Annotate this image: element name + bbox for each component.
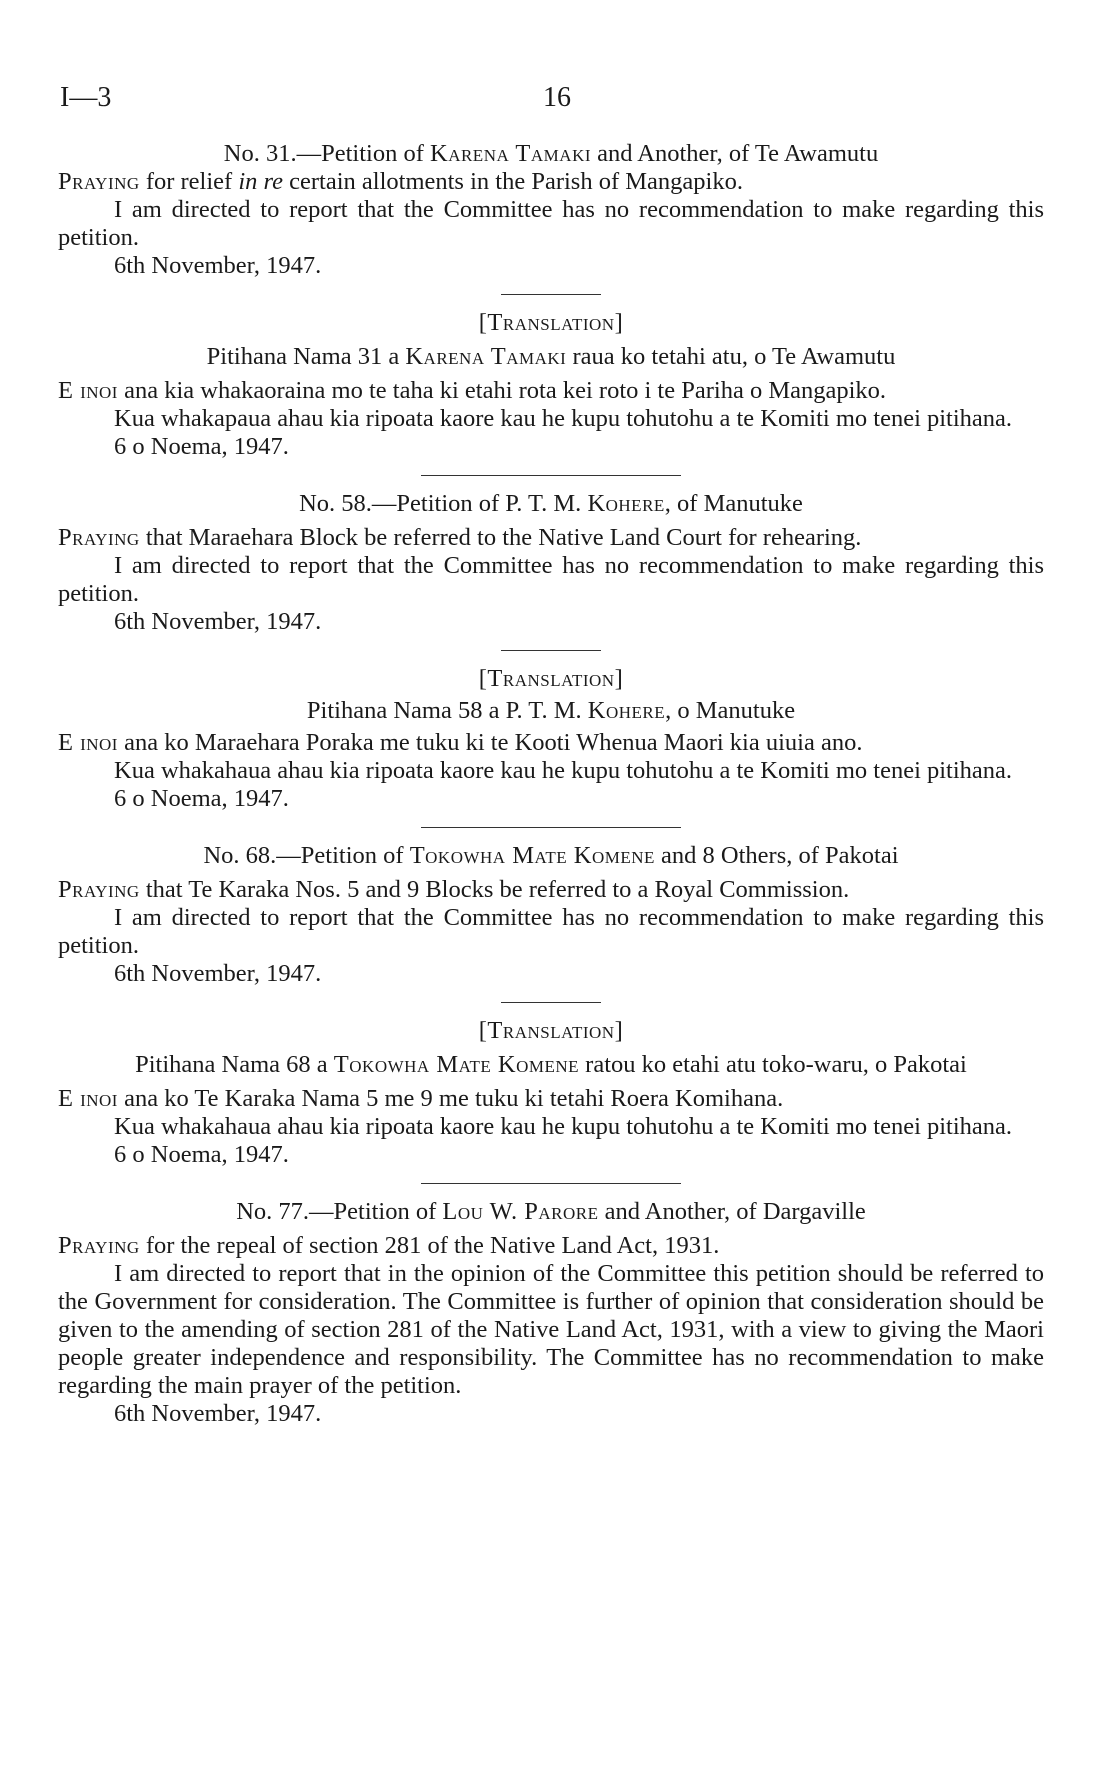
petition-title: No. 58.—Petition of P. T. M. Kohere, of Manutuke bbox=[299, 490, 803, 517]
divider bbox=[501, 294, 601, 295]
petition-section-77 bbox=[58, 1198, 1044, 1428]
petition-prayer: E inoi ana kia whakaoraina mo te taha ki etahi rota kei roto i te Pariha o Mangapiko. bbox=[58, 377, 887, 404]
divider bbox=[501, 1002, 601, 1003]
divider bbox=[421, 827, 681, 828]
petition-title: No. 77.—Petition of Lou W. Parore and Another, of Dargaville bbox=[236, 1198, 866, 1225]
report-date: 6 o Noema, 1947. bbox=[114, 1141, 289, 1168]
committee-report: Kua whakahaua ahau kia ripoata kaore kau he kupu tohutohu a te Komiti mo tenei pitihana. bbox=[114, 1113, 1013, 1140]
report-date: 6 o Noema, 1947. bbox=[114, 785, 289, 812]
committee-report: I am directed to report that the Committee has no recommendation to make regarding this petition. bbox=[58, 904, 1044, 959]
petition-section-68 bbox=[58, 842, 1044, 988]
translation-section-31 bbox=[58, 309, 1044, 461]
petition-prayer: Praying that Te Karaka Nos. 5 and 9 Blocks be referred to a Royal Commission. bbox=[58, 876, 850, 903]
committee-report: I am directed to report that the Committee has no recommendation to make regarding this petition. bbox=[58, 552, 1044, 607]
petition-prayer: Praying that Maraehara Block be referred to the Native Land Court for rehearing. bbox=[58, 524, 862, 551]
document-body bbox=[58, 140, 1044, 1428]
committee-report: Kua whakapaua ahau kia ripoata kaore kau he kupu tohutohu a te Komiti mo tenei pitihana. bbox=[114, 405, 1013, 432]
document-reference: I—3 bbox=[60, 82, 112, 113]
petition-prayer: E inoi ana ko Maraehara Poraka me tuku ki te Kooti Whenua Maori kia uiuia ano. bbox=[58, 729, 863, 756]
committee-report: I am directed to report that the Committee has no recommendation to make regarding this petition. bbox=[58, 196, 1044, 251]
divider bbox=[421, 1183, 681, 1184]
report-date: 6th November, 1947. bbox=[114, 1400, 322, 1427]
report-date: 6th November, 1947. bbox=[114, 960, 322, 987]
translation-label: [Translation] bbox=[478, 309, 624, 336]
divider bbox=[421, 475, 681, 476]
report-date: 6th November, 1947. bbox=[114, 608, 322, 635]
petition-prayer: Praying for the repeal of section 281 of the Native Land Act, 1931. bbox=[58, 1232, 720, 1259]
translation-section-68 bbox=[58, 1017, 1044, 1169]
translation-section-58 bbox=[58, 665, 1044, 813]
petition-section-31 bbox=[58, 140, 1044, 280]
petition-prayer: Praying for relief in re certain allotments in the Parish of Mangapiko. bbox=[58, 168, 743, 195]
page-number: 16 bbox=[543, 82, 571, 113]
petition-prayer: E inoi ana ko Te Karaka Nama 5 me 9 me tuku ki tetahi Roera Komihana. bbox=[58, 1085, 784, 1112]
page-header bbox=[0, 82, 1114, 122]
translation-label: [Translation] bbox=[478, 1017, 624, 1044]
committee-report: I am directed to report that in the opinion of the Committee this petition should be referred to the Government for consideration. The Committee is further of opinion that consideration should be given to the amending of section 281 of the Native Land Act, 1931, with a view to giving the Maori people greater independence and responsibility. The Committee has no recommendation to make regarding the main prayer of the petition. bbox=[58, 1260, 1044, 1399]
report-date: 6 o Noema, 1947. bbox=[114, 433, 289, 460]
divider bbox=[501, 650, 601, 651]
translation-label: [Translation] bbox=[478, 665, 624, 692]
committee-report: Kua whakahaua ahau kia ripoata kaore kau he kupu tohutohu a te Komiti mo tenei pitihana. bbox=[114, 757, 1013, 784]
petition-title: No. 68.—Petition of Tokowha Mate Komene and 8 Others, of Pakotai bbox=[203, 842, 899, 869]
petition-title: Pitihana Nama 58 a P. T. M. Kohere, o Manutuke bbox=[306, 697, 796, 724]
report-date: 6th November, 1947. bbox=[114, 252, 322, 279]
petition-title: Pitihana Nama 68 a Tokowha Mate Komene ratou ko etahi atu toko-waru, o Pakotai bbox=[135, 1051, 967, 1078]
petition-title: Pitihana Nama 31 a Karena Tamaki raua ko tetahi atu, o Te Awamutu bbox=[206, 343, 896, 370]
petition-section-58 bbox=[58, 490, 1044, 636]
petition-title: No. 31.—Petition of Karena Tamaki and Another, of Te Awamutu bbox=[223, 140, 879, 167]
